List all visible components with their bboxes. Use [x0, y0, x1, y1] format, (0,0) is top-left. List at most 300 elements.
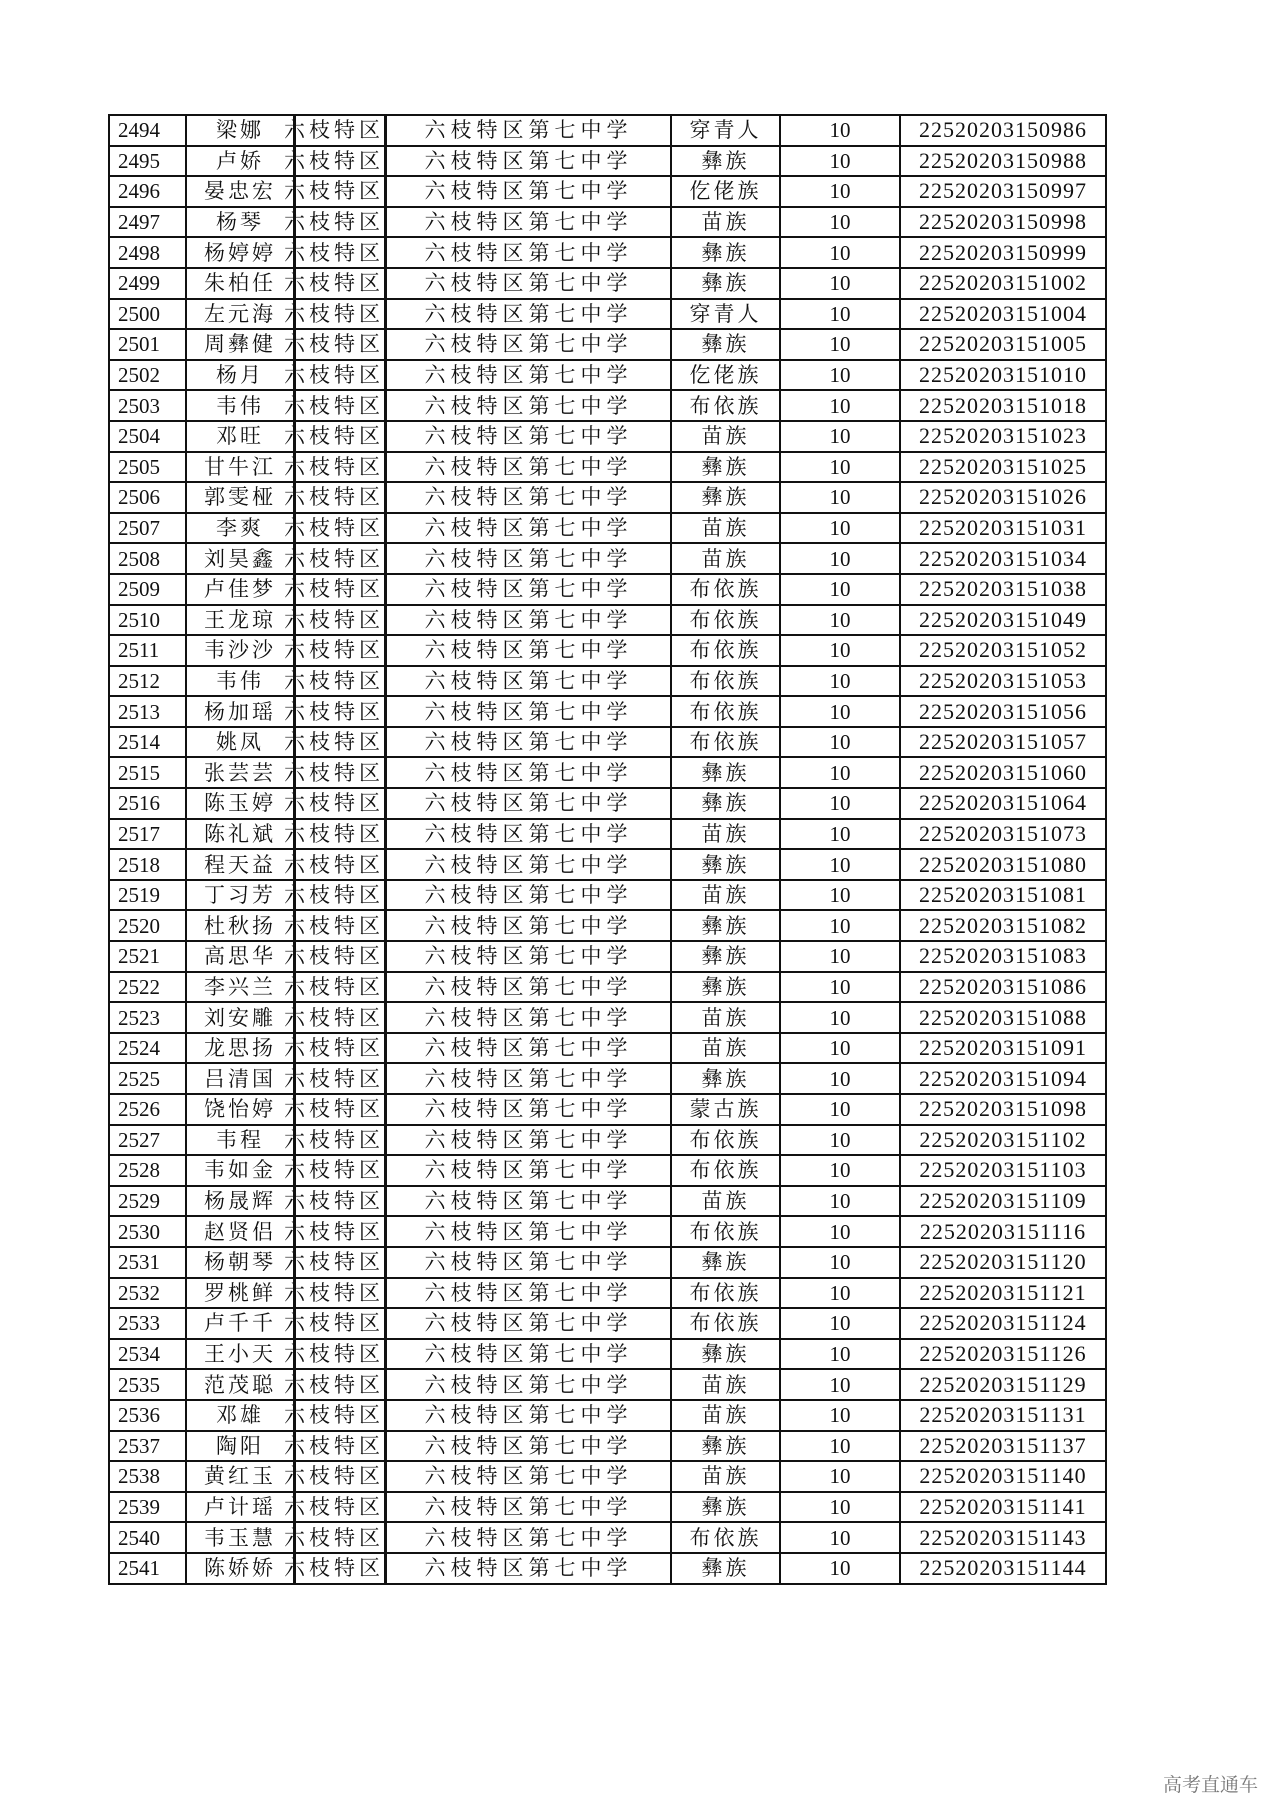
student-name-cell: 朱柏任 [186, 268, 295, 299]
score-cell: 10 [780, 1094, 900, 1125]
exam-id-cell: 22520203151060 [900, 757, 1106, 788]
table-row [109, 115, 1106, 146]
student-name-cell: 韦玉慧 [186, 1522, 295, 1553]
table-row [109, 360, 1106, 391]
school-cell: 六枝特区第七中学 [386, 1431, 672, 1462]
score-cell: 10 [780, 1369, 900, 1400]
exam-id-cell: 22520203151116 [900, 1216, 1106, 1247]
table-row [109, 1186, 1106, 1217]
ethnicity-cell: 彝族 [671, 941, 780, 972]
ethnicity-cell: 布依族 [671, 390, 780, 421]
row-number-cell: 2508 [109, 543, 186, 574]
score-cell: 10 [780, 452, 900, 483]
district-cell: 六枝特区 [295, 1063, 386, 1094]
student-name-cell: 李兴兰 [186, 972, 295, 1003]
table-row [109, 605, 1106, 636]
score-cell: 10 [780, 1553, 900, 1584]
exam-id-cell: 22520203151002 [900, 268, 1106, 299]
row-number-cell: 2500 [109, 299, 186, 330]
table-row [109, 207, 1106, 238]
row-number-cell: 2522 [109, 972, 186, 1003]
exam-id-cell: 22520203151124 [900, 1308, 1106, 1339]
score-cell: 10 [780, 1431, 900, 1462]
row-number-cell: 2525 [109, 1063, 186, 1094]
district-cell: 六枝特区 [295, 1553, 386, 1584]
district-cell: 六枝特区 [295, 1492, 386, 1523]
row-number-cell: 2497 [109, 207, 186, 238]
score-cell: 10 [780, 1125, 900, 1156]
row-number-cell: 2505 [109, 452, 186, 483]
school-cell: 六枝特区第七中学 [386, 1216, 672, 1247]
exam-id-cell: 22520203151141 [900, 1492, 1106, 1523]
table-row [109, 513, 1106, 544]
school-cell: 六枝特区第七中学 [386, 176, 672, 207]
table-row [109, 543, 1106, 574]
table-row [109, 1247, 1106, 1278]
row-number-cell: 2507 [109, 513, 186, 544]
exam-id-cell: 22520203151025 [900, 452, 1106, 483]
ethnicity-cell: 彝族 [671, 1247, 780, 1278]
row-number-cell: 2496 [109, 176, 186, 207]
student-name-cell: 李爽 [186, 513, 295, 544]
district-cell: 六枝特区 [295, 1125, 386, 1156]
table-row [109, 452, 1106, 483]
row-number-cell: 2538 [109, 1461, 186, 1492]
table-row [109, 1216, 1106, 1247]
district-cell: 六枝特区 [295, 941, 386, 972]
district-cell: 六枝特区 [295, 268, 386, 299]
student-name-cell: 罗桃鲜 [186, 1278, 295, 1309]
district-cell: 六枝特区 [295, 513, 386, 544]
exam-id-cell: 22520203150988 [900, 146, 1106, 177]
exam-id-cell: 22520203151026 [900, 482, 1106, 513]
row-number-cell: 2533 [109, 1308, 186, 1339]
score-cell: 10 [780, 1461, 900, 1492]
school-cell: 六枝特区第七中学 [386, 1033, 672, 1064]
row-number-cell: 2499 [109, 268, 186, 299]
school-cell: 六枝特区第七中学 [386, 268, 672, 299]
school-cell: 六枝特区第七中学 [386, 1063, 672, 1094]
score-cell: 10 [780, 268, 900, 299]
row-number-cell: 2511 [109, 635, 186, 666]
watermark: 高考直通车 [1162, 1774, 1258, 1796]
school-cell: 六枝特区第七中学 [386, 513, 672, 544]
row-number-cell: 2528 [109, 1155, 186, 1186]
table-row [109, 482, 1106, 513]
student-name-cell: 卢千千 [186, 1308, 295, 1339]
ethnicity-cell: 苗族 [671, 1033, 780, 1064]
school-cell: 六枝特区第七中学 [386, 1278, 672, 1309]
table-row [109, 1553, 1106, 1584]
score-cell: 10 [780, 972, 900, 1003]
table-row [109, 329, 1106, 360]
ethnicity-cell: 苗族 [671, 1461, 780, 1492]
table-row [109, 666, 1106, 697]
row-number-cell: 2532 [109, 1278, 186, 1309]
exam-id-cell: 22520203151005 [900, 329, 1106, 360]
district-cell: 六枝特区 [295, 1308, 386, 1339]
score-cell: 10 [780, 390, 900, 421]
exam-id-cell: 22520203150999 [900, 237, 1106, 268]
district-cell: 六枝特区 [295, 574, 386, 605]
ethnicity-cell: 仡佬族 [671, 176, 780, 207]
row-number-cell: 2529 [109, 1186, 186, 1217]
school-cell: 六枝特区第七中学 [386, 452, 672, 483]
table-row [109, 237, 1106, 268]
ethnicity-cell: 彝族 [671, 1492, 780, 1523]
school-cell: 六枝特区第七中学 [386, 880, 672, 911]
score-cell: 10 [780, 1033, 900, 1064]
student-name-cell: 韦程 [186, 1125, 295, 1156]
exam-id-cell: 22520203151056 [900, 696, 1106, 727]
score-cell: 10 [780, 666, 900, 697]
table-row [109, 574, 1106, 605]
table-row [109, 880, 1106, 911]
school-cell: 六枝特区第七中学 [386, 972, 672, 1003]
district-cell: 六枝特区 [295, 788, 386, 819]
exam-id-cell: 22520203151083 [900, 941, 1106, 972]
school-cell: 六枝特区第七中学 [386, 1186, 672, 1217]
exam-id-cell: 22520203151143 [900, 1522, 1106, 1553]
district-cell: 六枝特区 [295, 115, 386, 146]
exam-id-cell: 22520203151073 [900, 819, 1106, 850]
row-number-cell: 2509 [109, 574, 186, 605]
ethnicity-cell: 蒙古族 [671, 1094, 780, 1125]
school-cell: 六枝特区第七中学 [386, 1155, 672, 1186]
district-cell: 六枝特区 [295, 849, 386, 880]
exam-id-cell: 22520203151053 [900, 666, 1106, 697]
student-name-cell: 韦沙沙 [186, 635, 295, 666]
school-cell: 六枝特区第七中学 [386, 696, 672, 727]
school-cell: 六枝特区第七中学 [386, 1461, 672, 1492]
school-cell: 六枝特区第七中学 [386, 1094, 672, 1125]
table-row [109, 1369, 1106, 1400]
row-number-cell: 2535 [109, 1369, 186, 1400]
student-name-cell: 郭雯桠 [186, 482, 295, 513]
student-list-table [108, 114, 1107, 1585]
score-cell: 10 [780, 757, 900, 788]
school-cell: 六枝特区第七中学 [386, 207, 672, 238]
score-cell: 10 [780, 788, 900, 819]
ethnicity-cell: 彝族 [671, 329, 780, 360]
student-name-cell: 杨琴 [186, 207, 295, 238]
ethnicity-cell: 彝族 [671, 757, 780, 788]
student-name-cell: 刘安雕 [186, 1002, 295, 1033]
student-name-cell: 梁娜 [186, 115, 295, 146]
row-number-cell: 2503 [109, 390, 186, 421]
score-cell: 10 [780, 849, 900, 880]
district-cell: 六枝特区 [295, 299, 386, 330]
district-cell: 六枝特区 [295, 1522, 386, 1553]
score-cell: 10 [780, 1522, 900, 1553]
district-cell: 六枝特区 [295, 972, 386, 1003]
exam-id-cell: 22520203150997 [900, 176, 1106, 207]
ethnicity-cell: 苗族 [671, 207, 780, 238]
score-cell: 10 [780, 1063, 900, 1094]
school-cell: 六枝特区第七中学 [386, 1400, 672, 1431]
school-cell: 六枝特区第七中学 [386, 1553, 672, 1584]
exam-id-cell: 22520203151018 [900, 390, 1106, 421]
table-row [109, 1125, 1106, 1156]
row-number-cell: 2539 [109, 1492, 186, 1523]
ethnicity-cell: 彝族 [671, 268, 780, 299]
ethnicity-cell: 苗族 [671, 1369, 780, 1400]
school-cell: 六枝特区第七中学 [386, 299, 672, 330]
district-cell: 六枝特区 [295, 880, 386, 911]
school-cell: 六枝特区第七中学 [386, 421, 672, 452]
ethnicity-cell: 彝族 [671, 1553, 780, 1584]
exam-id-cell: 22520203151094 [900, 1063, 1106, 1094]
ethnicity-cell: 彝族 [671, 1339, 780, 1370]
school-cell: 六枝特区第七中学 [386, 1492, 672, 1523]
score-cell: 10 [780, 1400, 900, 1431]
ethnicity-cell: 布依族 [671, 1522, 780, 1553]
student-name-cell: 陈玉婷 [186, 788, 295, 819]
school-cell: 六枝特区第七中学 [386, 941, 672, 972]
row-number-cell: 2498 [109, 237, 186, 268]
district-cell: 六枝特区 [295, 176, 386, 207]
row-number-cell: 2541 [109, 1553, 186, 1584]
score-cell: 10 [780, 360, 900, 391]
school-cell: 六枝特区第七中学 [386, 543, 672, 574]
school-cell: 六枝特区第七中学 [386, 666, 672, 697]
school-cell: 六枝特区第七中学 [386, 635, 672, 666]
row-number-cell: 2524 [109, 1033, 186, 1064]
student-name-cell: 范茂聪 [186, 1369, 295, 1400]
exam-id-cell: 22520203151144 [900, 1553, 1106, 1584]
district-cell: 六枝特区 [295, 421, 386, 452]
district-cell: 六枝特区 [295, 1216, 386, 1247]
table-row [109, 390, 1106, 421]
row-number-cell: 2506 [109, 482, 186, 513]
table-row [109, 849, 1106, 880]
table-row [109, 1094, 1106, 1125]
score-cell: 10 [780, 1002, 900, 1033]
school-cell: 六枝特区第七中学 [386, 574, 672, 605]
student-name-cell: 王龙琼 [186, 605, 295, 636]
school-cell: 六枝特区第七中学 [386, 910, 672, 941]
student-name-cell: 韦如金 [186, 1155, 295, 1186]
school-cell: 六枝特区第七中学 [386, 1369, 672, 1400]
student-name-cell: 卢娇 [186, 146, 295, 177]
ethnicity-cell: 苗族 [671, 819, 780, 850]
district-cell: 六枝特区 [295, 1094, 386, 1125]
district-cell: 六枝特区 [295, 452, 386, 483]
student-name-cell: 韦伟 [186, 666, 295, 697]
score-cell: 10 [780, 727, 900, 758]
table-row [109, 1339, 1106, 1370]
exam-id-cell: 22520203151120 [900, 1247, 1106, 1278]
exam-id-cell: 22520203151082 [900, 910, 1106, 941]
table-row [109, 727, 1106, 758]
ethnicity-cell: 布依族 [671, 666, 780, 697]
school-cell: 六枝特区第七中学 [386, 849, 672, 880]
district-cell: 六枝特区 [295, 482, 386, 513]
ethnicity-cell: 彝族 [671, 910, 780, 941]
row-number-cell: 2518 [109, 849, 186, 880]
school-cell: 六枝特区第七中学 [386, 727, 672, 758]
exam-id-cell: 22520203151023 [900, 421, 1106, 452]
score-cell: 10 [780, 176, 900, 207]
student-name-cell: 赵贤侣 [186, 1216, 295, 1247]
student-name-cell: 卢计瑶 [186, 1492, 295, 1523]
row-number-cell: 2502 [109, 360, 186, 391]
school-cell: 六枝特区第七中学 [386, 1002, 672, 1033]
ethnicity-cell: 布依族 [671, 605, 780, 636]
exam-id-cell: 22520203151137 [900, 1431, 1106, 1462]
exam-id-cell: 22520203151064 [900, 788, 1106, 819]
ethnicity-cell: 彝族 [671, 482, 780, 513]
row-number-cell: 2527 [109, 1125, 186, 1156]
table-row [109, 696, 1106, 727]
ethnicity-cell: 彝族 [671, 849, 780, 880]
student-name-cell: 陈礼斌 [186, 819, 295, 850]
school-cell: 六枝特区第七中学 [386, 1125, 672, 1156]
score-cell: 10 [780, 1247, 900, 1278]
table-row [109, 1431, 1106, 1462]
score-cell: 10 [780, 237, 900, 268]
row-number-cell: 2519 [109, 880, 186, 911]
ethnicity-cell: 布依族 [671, 1155, 780, 1186]
school-cell: 六枝特区第七中学 [386, 360, 672, 391]
row-number-cell: 2517 [109, 819, 186, 850]
score-cell: 10 [780, 543, 900, 574]
school-cell: 六枝特区第七中学 [386, 1247, 672, 1278]
exam-id-cell: 22520203151088 [900, 1002, 1106, 1033]
row-number-cell: 2514 [109, 727, 186, 758]
score-cell: 10 [780, 1339, 900, 1370]
ethnicity-cell: 彝族 [671, 1063, 780, 1094]
score-cell: 10 [780, 1278, 900, 1309]
ethnicity-cell: 布依族 [671, 1308, 780, 1339]
district-cell: 六枝特区 [295, 543, 386, 574]
ethnicity-cell: 仡佬族 [671, 360, 780, 391]
table-row [109, 941, 1106, 972]
district-cell: 六枝特区 [295, 819, 386, 850]
student-name-cell: 刘昊鑫 [186, 543, 295, 574]
district-cell: 六枝特区 [295, 1155, 386, 1186]
ethnicity-cell: 布依族 [671, 1125, 780, 1156]
school-cell: 六枝特区第七中学 [386, 1522, 672, 1553]
district-cell: 六枝特区 [295, 757, 386, 788]
exam-id-cell: 22520203151102 [900, 1125, 1106, 1156]
student-name-cell: 杨加瑶 [186, 696, 295, 727]
exam-id-cell: 22520203151121 [900, 1278, 1106, 1309]
district-cell: 六枝特区 [295, 1247, 386, 1278]
district-cell: 六枝特区 [295, 1369, 386, 1400]
exam-id-cell: 22520203151010 [900, 360, 1106, 391]
row-number-cell: 2537 [109, 1431, 186, 1462]
table-row [109, 1461, 1106, 1492]
ethnicity-cell: 彝族 [671, 788, 780, 819]
district-cell: 六枝特区 [295, 666, 386, 697]
ethnicity-cell: 布依族 [671, 1278, 780, 1309]
score-cell: 10 [780, 1308, 900, 1339]
school-cell: 六枝特区第七中学 [386, 237, 672, 268]
district-cell: 六枝特区 [295, 237, 386, 268]
exam-id-cell: 22520203151038 [900, 574, 1106, 605]
district-cell: 六枝特区 [295, 910, 386, 941]
ethnicity-cell: 苗族 [671, 1002, 780, 1033]
row-number-cell: 2530 [109, 1216, 186, 1247]
score-cell: 10 [780, 635, 900, 666]
district-cell: 六枝特区 [295, 635, 386, 666]
score-cell: 10 [780, 696, 900, 727]
table-row [109, 1033, 1106, 1064]
student-name-cell: 黄红玉 [186, 1461, 295, 1492]
table-row [109, 1492, 1106, 1523]
school-cell: 六枝特区第七中学 [386, 390, 672, 421]
ethnicity-cell: 苗族 [671, 513, 780, 544]
school-cell: 六枝特区第七中学 [386, 788, 672, 819]
school-cell: 六枝特区第七中学 [386, 819, 672, 850]
row-number-cell: 2494 [109, 115, 186, 146]
district-cell: 六枝特区 [295, 1186, 386, 1217]
student-name-cell: 杨朝琴 [186, 1247, 295, 1278]
table-row [109, 757, 1106, 788]
exam-id-cell: 22520203151091 [900, 1033, 1106, 1064]
student-name-cell: 饶怡婷 [186, 1094, 295, 1125]
exam-id-cell: 22520203151080 [900, 849, 1106, 880]
exam-id-cell: 22520203151057 [900, 727, 1106, 758]
score-cell: 10 [780, 574, 900, 605]
exam-id-cell: 22520203151131 [900, 1400, 1106, 1431]
exam-id-cell: 22520203151034 [900, 543, 1106, 574]
school-cell: 六枝特区第七中学 [386, 482, 672, 513]
district-cell: 六枝特区 [295, 727, 386, 758]
table-row [109, 910, 1106, 941]
exam-id-cell: 22520203151098 [900, 1094, 1106, 1125]
student-name-cell: 杨月 [186, 360, 295, 391]
score-cell: 10 [780, 1492, 900, 1523]
ethnicity-cell: 苗族 [671, 880, 780, 911]
table-row [109, 1155, 1106, 1186]
student-name-cell: 杜秋扬 [186, 910, 295, 941]
exam-id-cell: 22520203151004 [900, 299, 1106, 330]
district-cell: 六枝特区 [295, 390, 386, 421]
ethnicity-cell: 苗族 [671, 543, 780, 574]
score-cell: 10 [780, 941, 900, 972]
district-cell: 六枝特区 [295, 1033, 386, 1064]
score-cell: 10 [780, 207, 900, 238]
table-row [109, 268, 1106, 299]
student-name-cell: 高思华 [186, 941, 295, 972]
district-cell: 六枝特区 [295, 1400, 386, 1431]
score-cell: 10 [780, 910, 900, 941]
table-row [109, 146, 1106, 177]
student-name-cell: 邓雄 [186, 1400, 295, 1431]
ethnicity-cell: 布依族 [671, 574, 780, 605]
student-name-cell: 吕清国 [186, 1063, 295, 1094]
exam-id-cell: 22520203151103 [900, 1155, 1106, 1186]
ethnicity-cell: 彝族 [671, 1431, 780, 1462]
school-cell: 六枝特区第七中学 [386, 115, 672, 146]
exam-id-cell: 22520203151031 [900, 513, 1106, 544]
exam-id-cell: 22520203151140 [900, 1461, 1106, 1492]
score-cell: 10 [780, 1186, 900, 1217]
table-row [109, 299, 1106, 330]
row-number-cell: 2515 [109, 757, 186, 788]
ethnicity-cell: 彝族 [671, 452, 780, 483]
student-name-cell: 甘牛江 [186, 452, 295, 483]
exam-id-cell: 22520203151126 [900, 1339, 1106, 1370]
exam-id-cell: 22520203151081 [900, 880, 1106, 911]
school-cell: 六枝特区第七中学 [386, 146, 672, 177]
district-cell: 六枝特区 [295, 360, 386, 391]
score-cell: 10 [780, 880, 900, 911]
table-row [109, 421, 1106, 452]
table-row [109, 1400, 1106, 1431]
